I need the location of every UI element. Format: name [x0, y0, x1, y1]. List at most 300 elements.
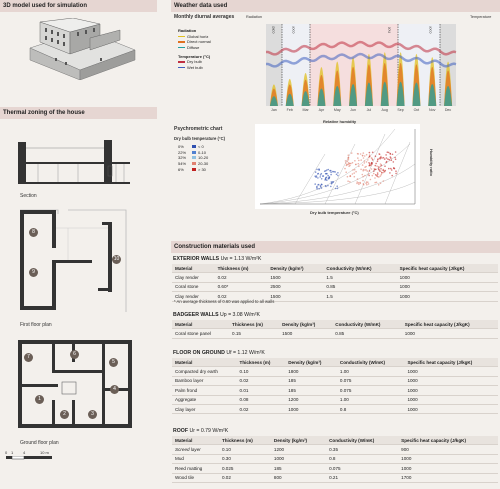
- psychro-point: [320, 185, 322, 187]
- psychro-point: [326, 173, 328, 175]
- table-cell: 900: [398, 445, 498, 454]
- psychro-point: [320, 174, 322, 176]
- psychro-point: [380, 168, 382, 170]
- psychro-point: [356, 181, 358, 183]
- table-cell: Bamboo layer: [172, 376, 237, 385]
- season-label: cool: [428, 26, 433, 34]
- col-header: Thickness (m): [237, 358, 286, 367]
- psychro-point: [379, 157, 381, 159]
- weather-header: Weather data used: [171, 0, 500, 12]
- room-number: 4: [110, 385, 119, 394]
- col-header: Conductivity (W/mK): [326, 436, 398, 445]
- psychro-point: [330, 171, 332, 173]
- psychro-point: [327, 185, 329, 187]
- psychro-point: [328, 169, 330, 171]
- psychro-point: [345, 171, 347, 173]
- psychro-point: [316, 188, 318, 190]
- legend-swatch: [178, 41, 185, 43]
- psychro-point: [367, 170, 369, 172]
- psychro-point: [355, 164, 357, 166]
- psychro-point: [348, 165, 350, 167]
- psychro-point: [355, 171, 357, 173]
- month-label: Jun: [350, 108, 356, 112]
- exterior-note: * An average thickness of 0.60 was applied to all walls: [174, 299, 275, 304]
- psychro-point: [384, 165, 386, 167]
- section-name: FLOOR ON GROUND: [173, 350, 225, 356]
- table-cell: Clay layer: [172, 404, 237, 413]
- psychro-point: [381, 172, 383, 174]
- psychro-point: [357, 178, 359, 180]
- table-cell: Clay render: [172, 292, 215, 301]
- month-label: Aug: [381, 108, 388, 112]
- psychro-point: [350, 175, 352, 177]
- table-cell: Aggregate: [172, 395, 237, 404]
- psychrometric-chart: [255, 124, 420, 209]
- psychro-point: [378, 184, 380, 186]
- table-cell: 1.00: [337, 395, 405, 404]
- table-cell: 1800: [285, 367, 337, 376]
- season-label: cool: [291, 26, 296, 34]
- table-cell: Wood tile: [172, 473, 219, 482]
- table-cell: 1000: [404, 395, 498, 404]
- room-number: 1: [35, 395, 44, 404]
- psychro-point: [372, 152, 374, 154]
- table-cell: Coral stone panel: [172, 329, 229, 338]
- psychro-point: [369, 152, 371, 154]
- psychro-point: [316, 175, 318, 177]
- psychro-point: [321, 178, 323, 180]
- psychro-point: [369, 154, 371, 156]
- exterior-walls-table: [172, 264, 498, 302]
- room-number: 6: [70, 350, 79, 359]
- psychro-point: [383, 157, 385, 159]
- col-header: Conductivity (W/mK): [323, 264, 396, 273]
- psychro-point: [351, 152, 353, 154]
- table-cell: 0.02: [219, 473, 271, 482]
- table-cell: 1200: [285, 395, 337, 404]
- legend-swatch: [192, 145, 196, 148]
- psychro-point: [356, 183, 358, 185]
- scale-tick: 0: [5, 450, 8, 455]
- roof-table: [172, 436, 498, 483]
- psychro-point: [363, 169, 365, 171]
- psychro-point: [317, 177, 319, 179]
- room-number: 3: [88, 410, 97, 419]
- psychro-point: [365, 182, 367, 184]
- psychro-point: [321, 187, 323, 189]
- roof-title: [173, 428, 228, 434]
- table-cell: 1000: [404, 376, 498, 385]
- psychro-point: [384, 158, 386, 160]
- table-row: [172, 395, 498, 404]
- psychro-point: [357, 153, 359, 155]
- psychro-point: [347, 180, 349, 182]
- psychro-point: [358, 160, 360, 162]
- table-cell: 2500: [267, 282, 323, 291]
- psychro-point: [395, 173, 397, 175]
- psychro-point: [391, 175, 393, 177]
- psychro-point: [360, 169, 362, 171]
- exterior-walls-title: [173, 256, 261, 262]
- psychro-point: [378, 176, 380, 178]
- psychro-point: [368, 183, 370, 185]
- u-value: Ur = 0.79 W/m²K: [189, 428, 229, 434]
- table-cell: 0.025: [219, 464, 271, 473]
- legend-label: 0-10: [198, 149, 207, 155]
- psychro-point: [372, 159, 374, 161]
- legend-label: 10-20: [198, 155, 209, 161]
- month-label: Sep: [397, 108, 404, 112]
- psychro-point: [319, 176, 321, 178]
- psychro-point: [364, 169, 366, 171]
- table-cell: Screed layer: [172, 445, 219, 454]
- legend-swatch: [192, 156, 196, 159]
- psychro-point: [377, 161, 379, 163]
- psychro-point: [390, 156, 392, 158]
- psychro-point: [337, 172, 339, 174]
- table-cell: 0.02: [215, 292, 268, 301]
- psychro-point: [376, 165, 378, 167]
- psychro-point: [387, 158, 389, 160]
- table-cell: 1000: [398, 464, 498, 473]
- legend-swatch: [192, 168, 196, 171]
- psychro-point: [395, 170, 397, 172]
- psychro-point: [378, 166, 380, 168]
- psychro-point: [357, 157, 359, 159]
- table-cell: 1.5: [323, 292, 396, 301]
- legend-label: Diffuse: [187, 45, 200, 51]
- table-cell: 0.075: [337, 376, 405, 385]
- table-cell: 0.10: [219, 445, 271, 454]
- psychro-point: [366, 154, 368, 156]
- table-row: [172, 404, 498, 413]
- psychro-point: [348, 154, 350, 156]
- psychro-point: [353, 172, 355, 174]
- table-cell: 0.08: [237, 395, 286, 404]
- legend-pct: 22%: [178, 149, 187, 155]
- psychro-point: [383, 180, 385, 182]
- psychro-point: [377, 172, 379, 174]
- room-number: 9: [29, 268, 38, 277]
- psychro-point: [371, 168, 373, 170]
- psychro-point: [317, 184, 319, 186]
- col-header: Conductivity (W/mK): [332, 320, 401, 329]
- col-header: Material: [172, 358, 237, 367]
- table-header-row: [172, 358, 498, 367]
- legend-pct: 54%: [178, 161, 187, 167]
- section-label: Section: [20, 193, 37, 199]
- psychro-point: [337, 175, 339, 177]
- section-name: ROOF: [173, 428, 188, 434]
- psychro-point: [362, 176, 364, 178]
- month-label: Mar: [302, 108, 309, 112]
- psychro-point: [363, 184, 365, 186]
- psychro-point: [322, 175, 324, 177]
- psychro-point: [352, 173, 354, 175]
- psychro-point: [364, 162, 366, 164]
- table-cell: 0.02: [237, 404, 286, 413]
- psychro-point: [390, 168, 392, 170]
- u-value: Up = 3.08 W/m²K: [220, 312, 260, 318]
- table-row: [172, 273, 498, 282]
- psychro-point: [318, 168, 320, 170]
- psychro-point: [360, 153, 362, 155]
- psychro-point: [352, 162, 354, 164]
- psychro-point: [377, 159, 379, 161]
- section-name: EXTERIOR WALLS: [173, 256, 220, 262]
- month-label: Jan: [271, 108, 277, 112]
- table-cell: 1000: [271, 454, 326, 463]
- table-row: [172, 454, 498, 463]
- room-number: 5: [109, 358, 118, 367]
- table-cell: 1000: [404, 367, 498, 376]
- psychro-point: [390, 153, 392, 155]
- psychro-point: [393, 167, 395, 169]
- psychro-point: [326, 169, 328, 171]
- badgeer-walls-title: [173, 312, 260, 318]
- table-cell: 0.02: [237, 376, 286, 385]
- psychro-point: [369, 165, 371, 167]
- psychro-point: [354, 160, 356, 162]
- psychro-point: [366, 161, 368, 163]
- psychro-point: [326, 179, 328, 181]
- psychro-point: [318, 173, 320, 175]
- psychro-point: [366, 184, 368, 186]
- col-header: Density (kg/m³): [267, 264, 323, 273]
- psychro-point: [364, 175, 366, 177]
- legend-label: > 30: [198, 166, 206, 172]
- radiation-legend: [178, 28, 211, 70]
- diurnal-chart: [252, 22, 467, 114]
- psychro-x-label: Dry bulb temperature (°C): [310, 210, 359, 215]
- psychro-point: [349, 181, 351, 183]
- table-cell: 1000: [397, 292, 498, 301]
- psychro-point: [318, 188, 320, 190]
- table-cell: 0.10: [237, 367, 286, 376]
- table-row: [172, 386, 498, 395]
- table-cell: 0.01: [237, 386, 286, 395]
- scale-tick: 10 m: [40, 450, 49, 455]
- psychro-point: [331, 182, 333, 184]
- psychro-point: [380, 183, 382, 185]
- season-label: hot: [387, 27, 392, 33]
- table-cell: 1000: [404, 386, 498, 395]
- psychro-point: [335, 188, 337, 190]
- psychro-point: [375, 165, 377, 167]
- psychro-point: [358, 166, 360, 168]
- table-cell: Reed matting: [172, 464, 219, 473]
- section-drawing: [18, 140, 130, 186]
- table-cell: 0.02: [215, 273, 268, 282]
- badgeer-walls-table: [172, 320, 498, 339]
- table-cell: 0.21: [326, 473, 398, 482]
- psychro-title: Psychrometric chart: [174, 126, 223, 132]
- room-number: 10: [113, 256, 120, 262]
- psychro-point: [314, 183, 316, 185]
- psychro-point: [388, 152, 390, 154]
- psychro-point: [377, 173, 379, 175]
- table-header-row: [172, 436, 498, 445]
- psychro-point: [363, 152, 365, 154]
- psychro-point: [374, 177, 376, 179]
- table-cell: 0.075: [326, 464, 398, 473]
- legend-swatch: [192, 162, 196, 165]
- table-cell: 1000: [398, 454, 498, 463]
- psychro-point: [327, 175, 329, 177]
- psychro-point: [347, 160, 349, 162]
- legend-pct: 0%: [178, 144, 184, 150]
- table-cell: Compacted dry earth: [172, 367, 237, 376]
- month-label: Jul: [366, 108, 372, 112]
- psychro-point: [362, 155, 364, 157]
- table-cell: 1700: [398, 473, 498, 482]
- psychro-point: [367, 181, 369, 183]
- psychro-point: [364, 166, 366, 168]
- season-label: cold: [271, 26, 276, 34]
- psychro-point: [375, 163, 377, 165]
- legend-swatch: [178, 47, 185, 49]
- psychro-point: [386, 161, 388, 163]
- month-axis: [266, 108, 456, 112]
- psychro-point: [363, 157, 365, 159]
- psychro-point: [384, 171, 386, 173]
- col-header: Thickness (m): [229, 320, 279, 329]
- psychro-point: [393, 161, 395, 163]
- zoning-header: Thermal zoning of the house: [0, 107, 157, 119]
- psychro-point: [329, 170, 331, 172]
- table-cell: 1000: [404, 404, 498, 413]
- table-row: [172, 329, 498, 338]
- ground-floor-label: Ground floor plan: [20, 440, 59, 446]
- table-header-row: [172, 320, 498, 329]
- table-row: [172, 445, 498, 454]
- psychro-point: [336, 185, 338, 187]
- legend-pct: 6%: [178, 166, 184, 172]
- month-label: Dec: [444, 108, 452, 112]
- month-label: Oct: [413, 108, 420, 112]
- psychro-point: [368, 175, 370, 177]
- legend-label: Direct normal: [187, 39, 211, 45]
- table-cell: 1000: [402, 329, 498, 338]
- u-value: Uf = 1.12 W/m²K: [226, 350, 265, 356]
- legend-swatch: [178, 61, 185, 63]
- table-cell: 185: [285, 376, 337, 385]
- psychro-point: [348, 159, 350, 161]
- psychro-point: [350, 163, 352, 165]
- psychro-point: [364, 155, 366, 157]
- psychro-point: [360, 159, 362, 161]
- materials-header: Construction materials used: [171, 241, 500, 253]
- col-header: Specific heat capacity (J/kgK): [398, 436, 498, 445]
- psychro-point: [382, 169, 384, 171]
- right-axis-label: Temperature: [470, 15, 492, 19]
- psychro-point: [385, 154, 387, 156]
- legend-swatch: [192, 151, 196, 154]
- psychro-point: [375, 155, 377, 157]
- table-cell: Coral stone: [172, 282, 215, 291]
- table-cell: 0.15: [229, 329, 279, 338]
- psychro-point: [389, 159, 391, 161]
- table-cell: 0.35: [326, 445, 398, 454]
- col-header: Thickness (m): [215, 264, 268, 273]
- psychro-point: [321, 184, 323, 186]
- psychro-point: [364, 160, 366, 162]
- psychro-point: [325, 186, 327, 188]
- table-cell: 1200: [271, 445, 326, 454]
- psychro-point: [376, 175, 378, 177]
- psychro-point: [392, 154, 394, 156]
- scale-tick: 1: [11, 450, 14, 455]
- psychro-point: [369, 163, 371, 165]
- table-cell: 1500: [267, 292, 323, 301]
- psychro-point: [371, 163, 373, 165]
- psychro-point: [328, 178, 330, 180]
- table-cell: 800: [271, 473, 326, 482]
- psychro-point: [373, 173, 375, 175]
- scale-tick: 4: [23, 450, 26, 455]
- psychro-point: [316, 169, 318, 171]
- psychro-point: [362, 180, 364, 182]
- table-cell: 1000: [397, 282, 498, 291]
- psychro-point: [380, 175, 382, 177]
- table-cell: Palm frond: [172, 386, 237, 395]
- psychro-point: [388, 168, 390, 170]
- psychro-point: [395, 151, 397, 153]
- psychro-point: [370, 179, 372, 181]
- table-cell: 1000: [397, 273, 498, 282]
- table-cell: 185: [285, 386, 337, 395]
- psychro-point: [336, 174, 338, 176]
- col-header: Specific heat capacity (J/kgK): [397, 264, 498, 273]
- table-cell: 1.5: [323, 273, 396, 282]
- table-cell: 0.30: [219, 454, 271, 463]
- psychro-point: [346, 164, 348, 166]
- psychro-point: [354, 176, 356, 178]
- table-cell: 0.85: [332, 329, 401, 338]
- psychro-point: [345, 162, 347, 164]
- first-floor-label: First floor plan: [20, 322, 52, 328]
- psychro-point: [369, 156, 371, 158]
- psychro-point: [358, 184, 360, 186]
- psychro-point: [333, 171, 335, 173]
- col-header: Material: [172, 436, 219, 445]
- psychro-point: [394, 157, 396, 159]
- psychro-point: [395, 159, 397, 161]
- psychro-point: [315, 171, 317, 173]
- psychro-point: [391, 159, 393, 161]
- psychro-point: [389, 172, 391, 174]
- col-header: Density (kg/m³): [279, 320, 332, 329]
- psychro-point: [362, 164, 364, 166]
- psychro-point: [375, 174, 377, 176]
- table-cell: 0.85: [323, 282, 396, 291]
- col-header: Material: [172, 320, 229, 329]
- table-cell: 0.8: [337, 404, 405, 413]
- psychro-point: [379, 153, 381, 155]
- section-name: BADGEER WALLS: [173, 312, 219, 318]
- psychro-point: [362, 174, 364, 176]
- 3d-model-illustration: [25, 18, 140, 80]
- psychro-point: [387, 151, 389, 153]
- month-label: Apr: [318, 108, 325, 112]
- legend-label: Dry bulb: [187, 59, 202, 65]
- col-header: Thickness (m): [219, 436, 271, 445]
- psychro-point: [354, 169, 356, 171]
- table-cell: 1.00: [337, 367, 405, 376]
- legend-pct: 32%: [178, 155, 187, 161]
- psychro-point: [372, 175, 374, 177]
- table-row: [172, 367, 498, 376]
